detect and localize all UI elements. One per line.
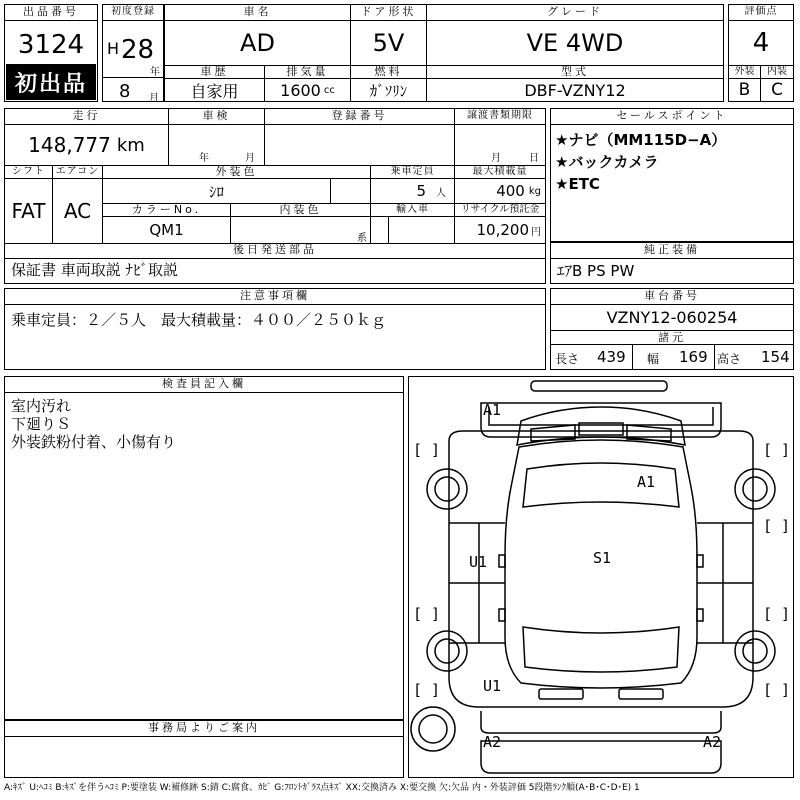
inspector-line: 外装鉄粉付着、小傷有り	[11, 433, 177, 451]
equipment-value: ｴｱB PS PW	[557, 262, 635, 280]
side-bracket: [ ]	[763, 605, 791, 623]
damage-mark: A1	[637, 473, 656, 491]
damage-mark: A2	[703, 733, 722, 751]
office-label: 事務局よりご案内	[5, 721, 403, 737]
damage-mark: A1	[483, 401, 502, 419]
grade: VE 4WD	[526, 29, 624, 57]
first-registration-month: 8	[119, 81, 131, 102]
chassis-label: 車台番号	[551, 289, 793, 305]
inspector-label: 検査員記入欄	[5, 377, 403, 393]
inspector-line: 下廻りＳ	[11, 415, 72, 433]
height-label: 高さ	[717, 352, 742, 366]
score: 4	[752, 28, 770, 58]
mileage: 148,777	[28, 133, 111, 157]
recycle-cell	[455, 217, 545, 243]
car-name: AD	[165, 21, 351, 65]
capacity-cell	[371, 179, 455, 203]
displacement-label: 排気量	[265, 65, 351, 79]
exterior-grade: B	[729, 79, 761, 101]
chassis-number: VZNY12-060254	[551, 305, 793, 331]
side-bracket: [ ]	[413, 441, 441, 459]
parts-label: 後日発送部品	[5, 243, 545, 259]
int-color-label: 内装色	[231, 203, 371, 217]
car-diagram	[409, 377, 793, 777]
inspection-label: 車検	[169, 109, 265, 125]
transfer-day-unit: 日	[529, 153, 539, 164]
door-type: 5V	[351, 21, 427, 65]
score-label: 評価点	[729, 5, 793, 21]
lot-number: 3124	[17, 30, 85, 60]
sales-point-item: ★ナビ（MM115D−A）	[555, 131, 727, 149]
first-registration-label: 初度登録	[103, 5, 163, 21]
sales-point-item: ★ETC	[555, 175, 600, 193]
inspection-month-unit: 月	[245, 153, 255, 164]
sales-point-item: ★バックカメラ	[555, 153, 659, 171]
max-load: 400	[496, 182, 525, 200]
ext-color: ｼﾛ	[103, 179, 331, 203]
score-box	[728, 4, 794, 102]
side-bracket: [ ]	[763, 517, 791, 535]
displacement-unit: cc	[323, 84, 335, 96]
history-label: 車歴	[165, 65, 265, 79]
chassis-box	[550, 288, 794, 370]
damage-diagram-box	[408, 376, 794, 778]
recycle: 10,200	[476, 221, 529, 239]
damage-mark: A2	[483, 733, 502, 751]
exterior-label: 外装	[729, 65, 761, 79]
displacement-cell	[265, 79, 351, 101]
inspection-cell	[169, 125, 265, 165]
interior-label: 内装	[761, 65, 793, 79]
notes-value: 乗車定員：２／５人 最大積載量：４００／２５０ｋｇ	[11, 311, 387, 329]
shift: FAT	[5, 179, 53, 243]
first-registration-year: 28	[121, 35, 155, 65]
side-bracket: [ ]	[413, 605, 441, 623]
color-no-label: カラーNo.	[103, 203, 231, 217]
vehicle-details-box	[4, 108, 546, 284]
history: 自家用	[165, 79, 265, 101]
import-label: 輸入車	[371, 203, 455, 217]
capacity-unit: 人	[436, 187, 446, 199]
mileage-unit: km	[116, 134, 145, 156]
interior-grade: C	[771, 80, 783, 100]
transfer-label: 譲渡書類期限	[455, 109, 545, 125]
grade-label: グレード	[427, 5, 723, 21]
side-bracket: [ ]	[763, 681, 791, 699]
notes-label: 注意事項欄	[5, 289, 545, 305]
height: 154	[761, 348, 790, 366]
recycle-unit: 円	[531, 226, 541, 238]
notes-box	[4, 288, 546, 370]
side-bracket: [ ]	[763, 441, 791, 459]
capacity: 5	[416, 182, 426, 200]
damage-mark: S1	[593, 549, 612, 567]
inspection-year-unit: 年	[199, 153, 209, 164]
sales-points-label: セールスポイント	[551, 109, 793, 125]
parts: 保証書 車両取説 ﾅﾋﾞ取説	[11, 261, 179, 279]
width-label: 幅	[647, 352, 660, 366]
year-unit: 年	[150, 67, 160, 78]
equipment-label: 純正装備	[551, 243, 793, 259]
length: 439	[597, 348, 626, 366]
fuel: ｶﾞｿﾘﾝ	[351, 79, 427, 101]
damage-mark: U1	[469, 553, 488, 571]
side-bracket: [ ]	[413, 681, 441, 699]
ext-color-label: 外装色	[103, 165, 371, 179]
shift-label: シフト	[5, 165, 53, 179]
damage-mark: U1	[483, 677, 502, 695]
dims-label: 諸元	[551, 331, 793, 345]
mileage-cell	[5, 125, 169, 165]
displacement: 1600	[280, 80, 321, 100]
car-name-label: 車名	[165, 5, 351, 21]
first-registration-box	[102, 4, 164, 102]
ac: AC	[53, 179, 103, 243]
int-color-unit: 系	[357, 233, 367, 244]
mileage-label: 走行	[5, 109, 169, 125]
inspector-box	[4, 376, 404, 720]
max-load-cell	[455, 179, 545, 203]
transfer-cell	[455, 125, 545, 165]
model: DBF-VZNY12	[524, 80, 626, 100]
lot-number-label: 出品番号	[5, 5, 97, 21]
office-box	[4, 720, 404, 778]
fuel-label: 燃料	[351, 65, 427, 79]
reg-number-cell	[265, 125, 455, 165]
equipment-box	[550, 242, 794, 284]
color-no: QM1	[103, 217, 231, 243]
door-label: ドア形状	[351, 5, 427, 21]
ac-label: エアコン	[53, 165, 103, 179]
recycle-label: リサイクル預託金	[455, 203, 545, 217]
legend: A:ｷｽﾞ U:ﾍｺﾐ B:ｷｽﾞを伴うﾍｺﾐ P:要塗装 W:補修跡 S:錆 C:腐食、ｶﾋﾞ G:ﾌﾛﾝﾄｶﾞﾗｽ点ｷｽﾞ XX:交換済み X:要交換 欠:欠品 内・外装評価 5段階ﾗﾝｸ順(A･B･C･D･E) 1	[4, 783, 640, 793]
sales-points-box	[550, 108, 794, 242]
length-label: 長さ	[555, 352, 580, 366]
inspector-line: 室内汚れ	[11, 397, 72, 415]
reg-number-label: 登録番号	[265, 109, 455, 125]
max-load-label: 最大積載量	[455, 165, 545, 179]
first-listing-badge: 初出品	[6, 64, 96, 100]
car-info-box	[164, 4, 724, 102]
int-color-cell	[231, 217, 371, 243]
width: 169	[679, 348, 708, 366]
max-load-unit: kg	[528, 185, 541, 197]
transfer-month-unit: 月	[491, 153, 501, 164]
capacity-label: 乗車定員	[371, 165, 455, 179]
era-letter: H	[107, 39, 120, 58]
month-unit: 月	[149, 93, 159, 104]
model-label: 型式	[427, 65, 723, 79]
